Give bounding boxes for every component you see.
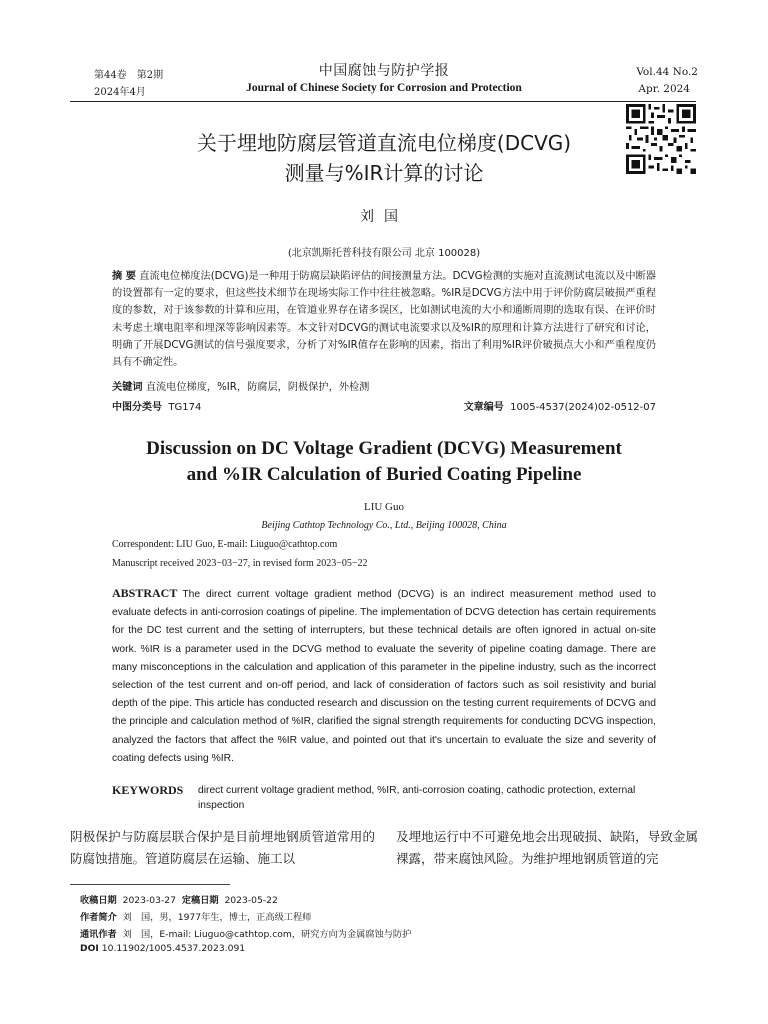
article-number-value: 1005-4537(2024)02-0512-07	[510, 402, 656, 413]
title-en-line1: Discussion on DC Voltage Gradient (DCVG) Measurement	[146, 438, 622, 459]
footnote-doi-label: DOI	[80, 943, 99, 954]
title-cn-line2: 测量与%IR计算的讨论	[284, 161, 484, 185]
footnote-revised-label: 定稿日期	[181, 895, 219, 906]
abstract-en-label: ABSTRACT	[112, 586, 178, 600]
header-rule	[70, 101, 696, 102]
keywords-cn	[112, 378, 656, 393]
footnote-corr-label: 通讯作者	[80, 929, 117, 940]
header-volume-cn: 第44卷 第2期	[94, 70, 164, 81]
title-cn	[120, 128, 648, 188]
correspondent: Correspondent: LIU Guo, E-mail: Liuguo@cathtop.com	[112, 539, 338, 550]
footnote-author-label: 作者简介	[80, 912, 117, 923]
keywords-cn-text: 直流电位梯度，%IR，防腐层，阴极保护，外检测	[145, 382, 370, 393]
footnote-dates	[80, 892, 278, 906]
author-cn: 刘国	[360, 209, 408, 225]
journal-name-en: Journal of Chinese Society for Corrosion and Protection	[246, 82, 522, 94]
body-text-right: 及埋地运行中不可避免地会出现破损、缺陷，导致金属裸露，带来腐蚀风险。为维护埋地钢质管道的完	[396, 829, 698, 866]
header-date-en: Apr. 2024	[638, 83, 690, 95]
title-en-line2: and %IR Calculation of Buried Coating Pipeline	[186, 464, 582, 485]
footnote-doi	[80, 943, 245, 954]
classification-cn	[112, 398, 201, 413]
keywords-en	[112, 783, 656, 813]
footnote-author	[80, 909, 311, 923]
affiliation-cn: (北京凯斯托普科技有限公司 北京 100028)	[287, 248, 481, 259]
footnote-revised-value: 2023-05-22	[224, 895, 278, 906]
keywords-en-text: direct current voltage gradient method, %IR, anti-corrosion coating, cathodic protection, external inspection	[198, 785, 636, 811]
manuscript-received: Manuscript received 2023−03−27, in revised form 2023−05−22	[112, 558, 368, 569]
abstract-cn-text: 直流电位梯度法(DCVG)是一种用于防腐层缺陷评估的间接测量方法。DCVG检测的实施对直流测试电流以及中断器的设置都有一定的要求，但这些技术细节在现场实际工作中往往被忽略。%IR是DCVG方法中用于评价防腐层破损严重程度的参数，对于该参数的计算和应用，在管道业界存在诸多误区，比如测试电流的大小和通断周期的选取有误、在评价时未考虑土壤电阻率和埋深等影响因素等。本文针对DCVG的测试电流要求以及%IR的原理和计算方法进行了研究和讨论，明确了开展DCVG测试的信号强度要求，分析了对%IR值存在影响的因素，指出了利用%IR评价破损点大小和严重程度仍具有不确定性。	[112, 271, 656, 369]
abstract-cn-label: 摘 要	[112, 271, 136, 282]
footnote-rule	[70, 884, 230, 885]
article-number	[464, 398, 656, 413]
title-cn-line1: 关于埋地防腐层管道直流电位梯度(DCVG)	[196, 131, 572, 155]
footnote-author-value: 刘 国，男，1977年生，博士，正高级工程师	[122, 912, 312, 923]
abstract-cn	[112, 268, 656, 371]
article-number-label: 文章编号	[463, 402, 504, 413]
title-en	[90, 436, 678, 488]
footnote-received-value: 2023-03-27	[122, 895, 176, 906]
footnote-doi-value: 10.11902/1005.4537.2023.091	[101, 943, 246, 954]
keywords-cn-label: 关键词	[112, 382, 143, 393]
body-text-left: 阴极保护与防腐层联合保护是目前埋地钢质管道常用的防腐蚀措施。管道防腐层在运输、施工以	[70, 829, 375, 866]
header-volume-en: Vol.44 No.2	[636, 66, 698, 78]
classification-label: 中图分类号	[112, 402, 162, 413]
footnote-corr-value: 刘 国，E-mail: Liuguo@cathtop.com，研究方向为金属腐蚀与防护	[122, 929, 412, 940]
keywords-en-label: KEYWORDS	[112, 783, 184, 797]
classification-value: TG174	[168, 402, 202, 413]
abstract-en	[112, 584, 656, 768]
header-date-cn: 2024年4月	[94, 87, 146, 98]
author-en: LIU Guo	[363, 501, 405, 513]
abstract-en-text: The direct current voltage gradient method (DCVG) is an indirect measurement method used to evaluate defects in anti-corrosion coatings of pipeline. The implementation of DCVG detection has certain requirements for the DC test current and the setting of interrupters, but these technical details are often ignored in actual on-site work. %IR is a parameter used in the DCVG method to evaluate the severity of pipeline coating damage. There are many misconceptions in the calculation and application of this parameter in the pipeline industry, such as the incorrect selection of the test current and on-off period, and lack of consideration of factors such as soil resistivity and burial depth of the pipe. This article has conducted research and discussion on the testing current requirements of DCVG and the principle and calculation method of %IR, clarified the signal strength requirements for conducting DCVG inspection, analyzed the factors that affect the %IR value, and pointed out that it's uncertain to evaluate the size and severity of coating defects using %IR.	[112, 589, 656, 764]
footnote-received-label: 收稿日期	[80, 895, 117, 906]
journal-name-cn: 中国腐蚀与防护学报	[318, 63, 450, 79]
footnote-correspondent	[80, 926, 411, 940]
affiliation-en: Beijing Cathtop Technology Co., Ltd., Beijing 100028, China	[261, 520, 507, 531]
